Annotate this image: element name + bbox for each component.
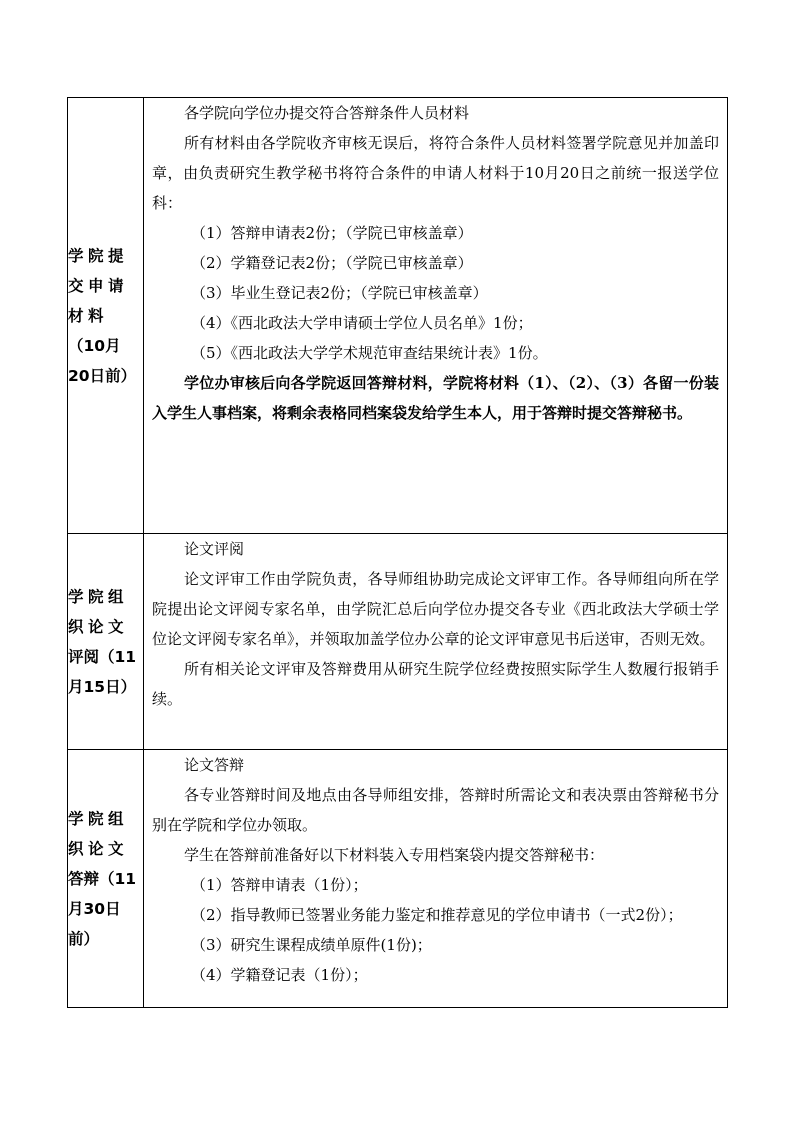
label-line: 前） [68,929,100,948]
section-heading: 各学院向学位办提交符合答辩条件人员材料 [184,104,470,122]
row-content-thesis-defense [144,750,728,1008]
list-item: （5）《西北政法大学学术规范审查结果统计表》1份。 [191,344,548,362]
label-line: 织论文 [68,839,129,858]
list-item: （3）毕业生登记表2份；（学院已审核盖章） [191,284,488,302]
row-content-thesis-review [144,534,728,750]
bold-paragraph: 学位办审核后向各学院返回答辩材料，学院将材料（1）、（2）、（3）各留一份装入学生人事档案，将剩余表格同档案袋发给学生本人，用于答辩时提交答辩秘书。 [152,374,719,422]
paragraph: 各专业答辩时间及地点由各导师组安排，答辩时所需论文和表决票由答辩秘书分别在学院和学位办领取。 [152,786,719,834]
list-item: （2）学籍登记表2份；（学院已审核盖章） [191,254,473,272]
label-line: 评阅（11 [68,647,137,666]
table-row-submit-materials [68,98,728,534]
label-line: 学院组 [68,587,129,606]
label-line: 月30日 [68,899,121,918]
label-line: 交申请 [68,276,129,295]
row-label-thesis-defense [68,750,144,1008]
label-line: 材料 [68,306,109,325]
list-item: （3）研究生课程成绩单原件(1份)； [191,936,432,954]
paragraph: 所有相关论文评审及答辩费用从研究生院学位经费按照实际学生人数履行报销手续。 [152,660,719,708]
row-content-submit-materials [144,98,728,534]
table-row-thesis-defense [68,750,728,1008]
label-line: （10月 [68,336,121,355]
list-item: （2）指导教师已签署业务能力鉴定和推荐意见的学位申请书（一式2份）； [191,906,683,924]
list-item: （4）学籍登记表（1份）； [191,966,368,984]
process-table [67,97,728,1008]
label-line: 20日前） [68,366,137,385]
table-row-thesis-review [68,534,728,750]
label-line: 织论文 [68,617,129,636]
row-label-thesis-review [68,534,144,750]
list-item: （1）答辩申请表（1份）； [191,876,368,894]
section-heading: 论文答辩 [184,756,245,774]
label-line: 学院提 [68,246,129,265]
section-heading: 论文评阅 [184,540,245,558]
paragraph: 学生在答辩前准备好以下材料装入专用档案袋内提交答辩秘书： [184,846,605,864]
paragraph: 所有材料由各学院收齐审核无误后，将符合条件人员材料签署学院意见并加盖印章，由负责研究生教学秘书将符合条件的申请人材料于10月20日之前统一报送学位科： [152,134,719,212]
paragraph: 论文评审工作由学院负责，各导师组协助完成论文评审工作。各导师组向所在学院提出论文评阅专家名单，由学院汇总后向学位办提交各专业《西北政法大学硕士学位论文评阅专家名单》，并领取加盖学位办公章的论文评审意见书后送审，否则无效。 [152,570,719,648]
list-item: （1）答辩申请表2份；（学院已审核盖章） [191,224,473,242]
row-label-submit-materials [68,98,144,534]
list-item: （4）《西北政法大学申请硕士学位人员名单》1份； [191,314,533,332]
label-line: 月15日） [68,677,137,696]
label-line: 答辩（11 [68,869,137,888]
label-line: 学院组 [68,809,129,828]
